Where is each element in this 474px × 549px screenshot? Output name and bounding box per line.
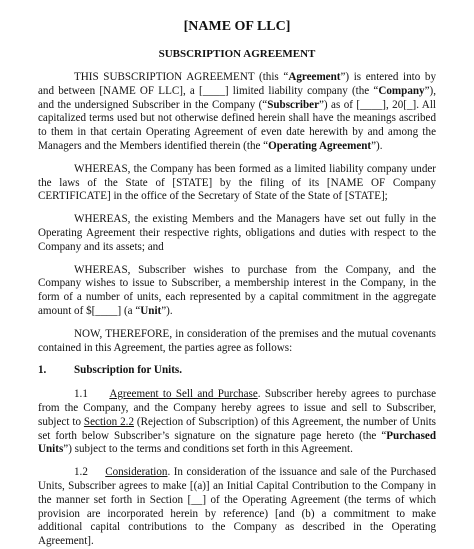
whereas-formation-paragraph: WHEREAS, the Company has been formed as a limited liability company under the laws of the State of [STATE] by the filing of its [NAME OF Company CERTIFICATE] in the office of the Secretary of State of the State of [STATE]; xyxy=(38,162,436,203)
subsection-1-1-text-1: . Subscriber hereby agrees to purchase from the Company, and the Company hereby agrees to issue and sell to Subscriber, subject to xyxy=(38,388,436,428)
intro-text-4: ”) as of [____], 20[_]. All capitalized terms used but not otherwise defined herein shall have the meanings ascribed to them in that certain Operating Agreement of even date herewith by and among the Managers and the Members identified therein (the “ xyxy=(38,98,436,152)
subsection-1-2-paragraph xyxy=(38,466,436,549)
subsection-1-1-heading: Agreement to Sell and Purchase xyxy=(109,388,258,401)
intro-text-1: THIS SUBSCRIPTION AGREEMENT (this “ xyxy=(74,71,289,83)
subsection-1-2-text-1: . In consideration of the issuance and sale of the Purchased Units, Subscriber agrees to make [(a)] an Initial Capital Contribution to the Company in the manner set forth in Section [__] of the Operating Agreement (the terms of which provision are incorporated herein by reference) [and (b) a commitment to make additional capital contributions to the Company as described in the Operating Agreement]. xyxy=(38,466,436,548)
section-1-heading xyxy=(38,364,436,378)
section-1-title: Subscription for Units. xyxy=(74,364,182,377)
section-1-number: 1. xyxy=(38,364,47,377)
whereas-purchase-paragraph xyxy=(38,264,436,319)
whereas-purchase-text-2: ”). xyxy=(161,304,173,317)
document-subtitle: SUBSCRIPTION AGREEMENT xyxy=(158,48,316,60)
whereas-rights-paragraph: WHEREAS, the existing Members and the Managers have set out fully in the Operating Agreement their respective rights, obligations and duties with respect to the Company and its assets; and xyxy=(38,213,436,253)
whereas-purchase-text-1: WHEREAS, Subscriber wishes to purchase from the Company, and the Company wishes to issue to Subscriber, a membership interest in the Company, in the form of a number of units, each represented by a capital commitment in the aggregate amount of $[____] (a “ xyxy=(38,263,436,317)
intro-term-subscriber: Subscriber xyxy=(267,98,319,111)
intro-text-3: ”), and the undersigned Subscriber in the Company (“ xyxy=(38,84,436,111)
intro-paragraph xyxy=(38,71,436,154)
whereas-term-unit: Unit xyxy=(140,304,162,317)
section-2-2-reference: Section 2.2 xyxy=(83,415,134,428)
intro-text-2: ”) is entered into by and between [NAME OF LLC], a [____] limited liability company (the “ xyxy=(38,71,436,97)
subsection-1-2-heading: Consideration xyxy=(105,466,168,479)
intro-text-5: ”). xyxy=(371,139,383,152)
now-therefore-paragraph: NOW, THEREFORE, in consideration of the premises and the mutual covenants contained in this Agreement, the parties agree as follows: xyxy=(38,327,436,354)
intro-term-operating-agreement: Operating Agreement xyxy=(268,139,372,152)
term-purchased-units: Purchased Units xyxy=(38,429,436,456)
intro-term-agreement: Agreement xyxy=(288,71,341,83)
document-title: [NAME OF LLC] xyxy=(183,19,291,34)
subsection-1-1-text-2: (Rejection of Subscription) of this Agreement, the number of Units set forth below Subscriber’s signature on the signature page hereto (the “ xyxy=(38,415,436,442)
subsection-1-2-number: 1.2 xyxy=(74,466,88,479)
subsection-1-1-number: 1.1 xyxy=(74,388,88,401)
intro-term-company: Company xyxy=(378,84,425,97)
subsection-1-1-text-3: ”) subject to the terms and conditions set forth in this Agreement. xyxy=(63,443,353,456)
subsection-1-1-paragraph xyxy=(38,388,436,457)
